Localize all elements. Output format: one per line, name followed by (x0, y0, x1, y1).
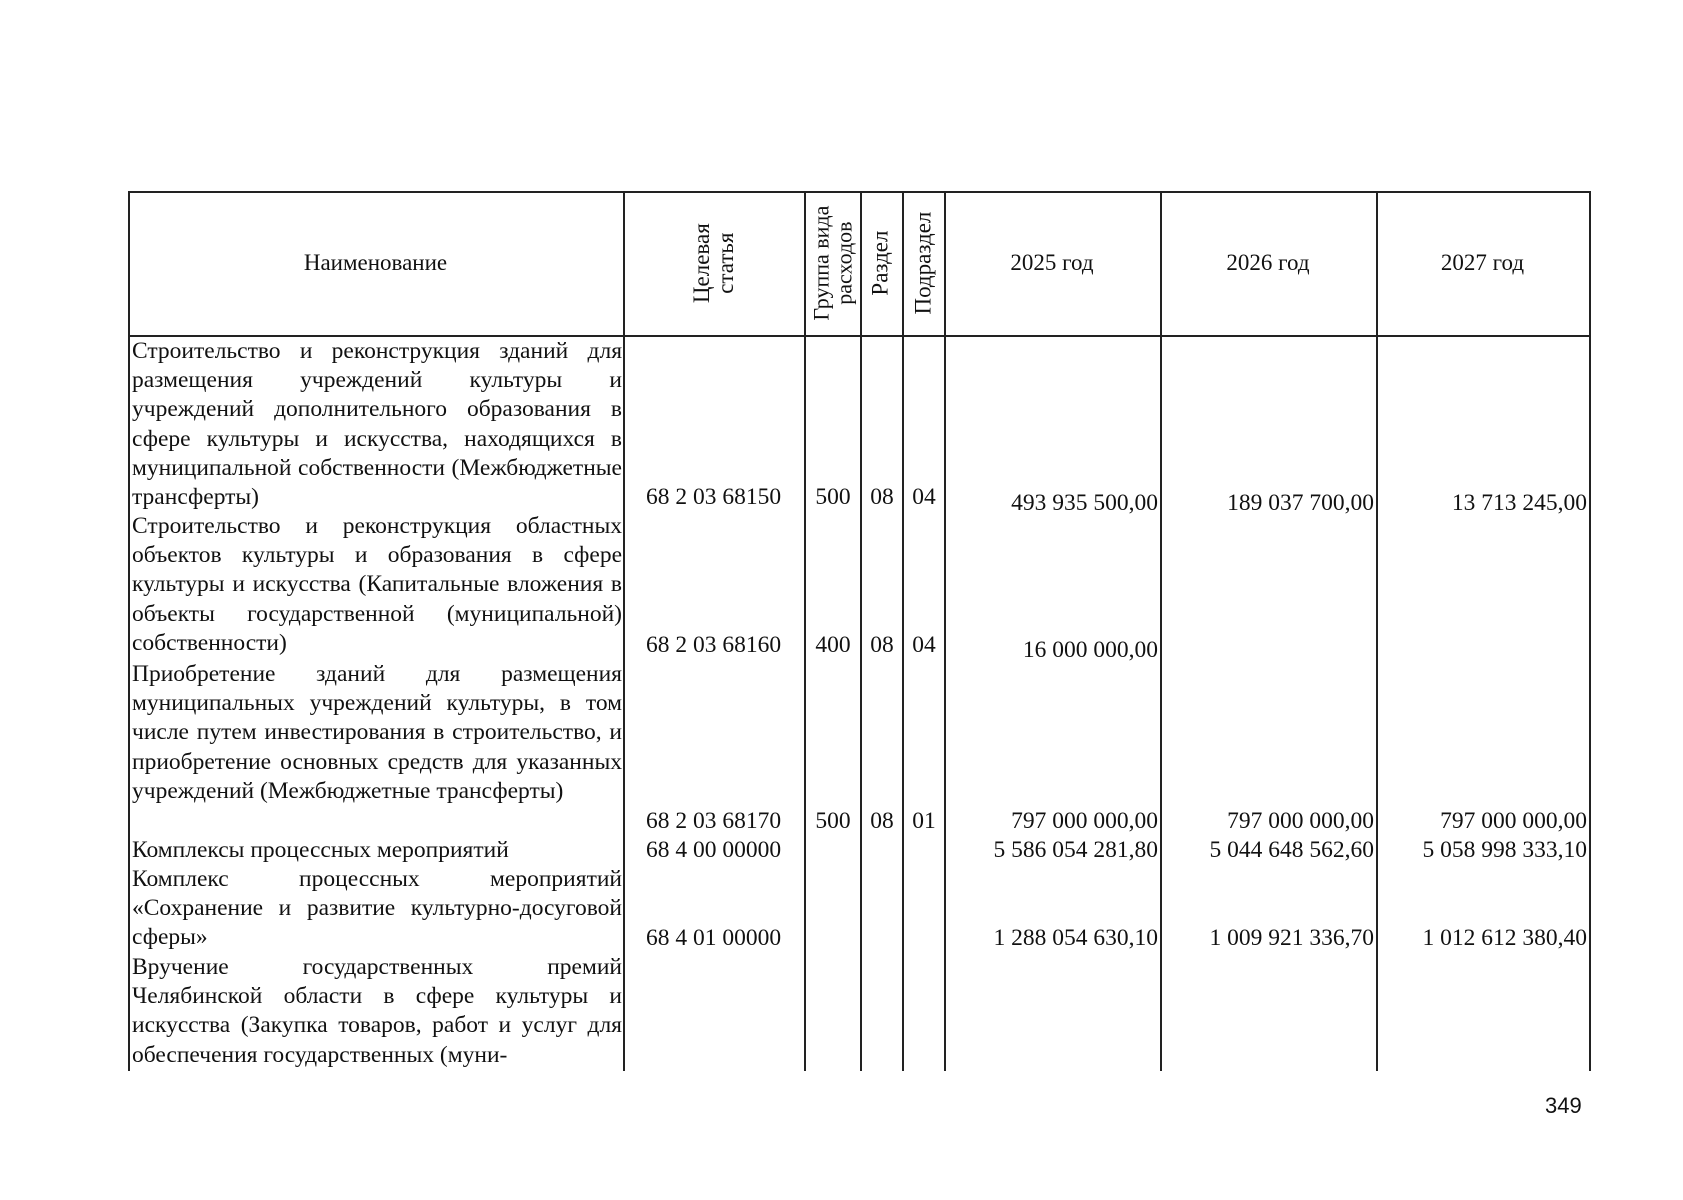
row-1-2027: 13 713 245,00 (1451, 490, 1587, 516)
row-1-subsection: 04 (912, 484, 936, 510)
row-1-2026: 189 037 700,00 (1227, 490, 1374, 516)
row-4-name: Комплексы процессных мероприятий (132, 837, 509, 863)
header-name-label: Наименование (303, 250, 448, 276)
row-3-2026: 797 000 000,00 (1227, 808, 1374, 834)
row-1-name: Строительство и реконструкция зданий для размещения учреждений культуры и учреждений дополнительного образования в сфере культуры и искусства, находящихся в муниципальной собственности (Межбюджетные трансферты) (132, 338, 622, 511)
row-5-2027: 1 012 612 380,40 (1422, 925, 1587, 951)
row-5-2026: 1 009 921 336,70 (1209, 925, 1374, 951)
row-1-target-article: 68 2 03 68150 (645, 484, 782, 510)
row-3-target-article: 68 2 03 68170 (645, 808, 782, 834)
row-5-target-article: 68 4 01 00000 (645, 925, 782, 951)
header-2026-label: 2026 год (1226, 250, 1310, 276)
row-2-name: Строительство и реконструкция областных объектов культуры и образования в сфере культуры и искусства (Капитальные вложения в объекты государственной (муниципальной) собственности) (132, 513, 622, 656)
page-number: 349 (1545, 1093, 1582, 1118)
header-2025-label: 2025 год (1010, 250, 1094, 276)
header-target-article-label: Целевая статья (688, 223, 738, 303)
row-3-name: Приобретение зданий для размещения муниципальных учреждений культуры, в том числе путем инвестирования в строительство, и приобретение основных средств для указанных учреждений (Межбюджетные трансферты) (132, 661, 622, 804)
budget-table (128, 191, 1591, 1071)
header-subsection-label: Подраздел (909, 211, 935, 315)
row-3-2027: 797 000 000,00 (1440, 808, 1587, 834)
header-expense-group-label: Группа вида расходов (807, 205, 857, 321)
row-2-2025: 16 000 000,00 (1022, 637, 1158, 663)
row-1-2025: 493 935 500,00 (1011, 490, 1158, 516)
header-2027-label: 2027 год (1440, 250, 1525, 276)
header-section-label: Раздел (867, 230, 893, 296)
row-4-2025: 5 586 054 281,80 (993, 837, 1158, 863)
row-2-expense-group: 400 (815, 632, 851, 658)
header-2026 (1160, 191, 1376, 335)
row-5-2025: 1 288 054 630,10 (993, 925, 1158, 951)
row-2-subsection: 04 (912, 632, 936, 658)
header-2027 (1376, 191, 1589, 335)
row-3-2025: 797 000 000,00 (1011, 808, 1158, 834)
header-section (860, 191, 902, 335)
header-subsection (902, 191, 944, 335)
row-5-name: Комплекс процессных мероприятий «Сохранение и развитие культурно-досуговой сферы» (132, 866, 622, 951)
col-border (1589, 191, 1591, 1071)
row-1-expense-group: 500 (815, 484, 851, 510)
header-2025 (944, 191, 1160, 335)
row-4-2027: 5 058 998 333,10 (1422, 837, 1587, 863)
header-expense-group (804, 191, 860, 335)
row-3-expense-group: 500 (815, 808, 851, 834)
row-2-section: 08 (870, 632, 894, 658)
header-name (128, 191, 623, 335)
header-target-article (623, 191, 804, 335)
row-6-name: Вручение государственных премий Челябинской области в сфере культуры и искусства (Закупка товаров, работ и услуг для обеспечения государственных (муни- (132, 954, 622, 1068)
row-1-section: 08 (870, 484, 894, 510)
row-4-target-article: 68 4 00 00000 (645, 837, 782, 863)
row-3-section: 08 (870, 808, 894, 834)
row-3-subsection: 01 (912, 808, 936, 834)
row-2-target-article: 68 2 03 68160 (645, 632, 782, 658)
row-4-2026: 5 044 648 562,60 (1209, 837, 1374, 863)
